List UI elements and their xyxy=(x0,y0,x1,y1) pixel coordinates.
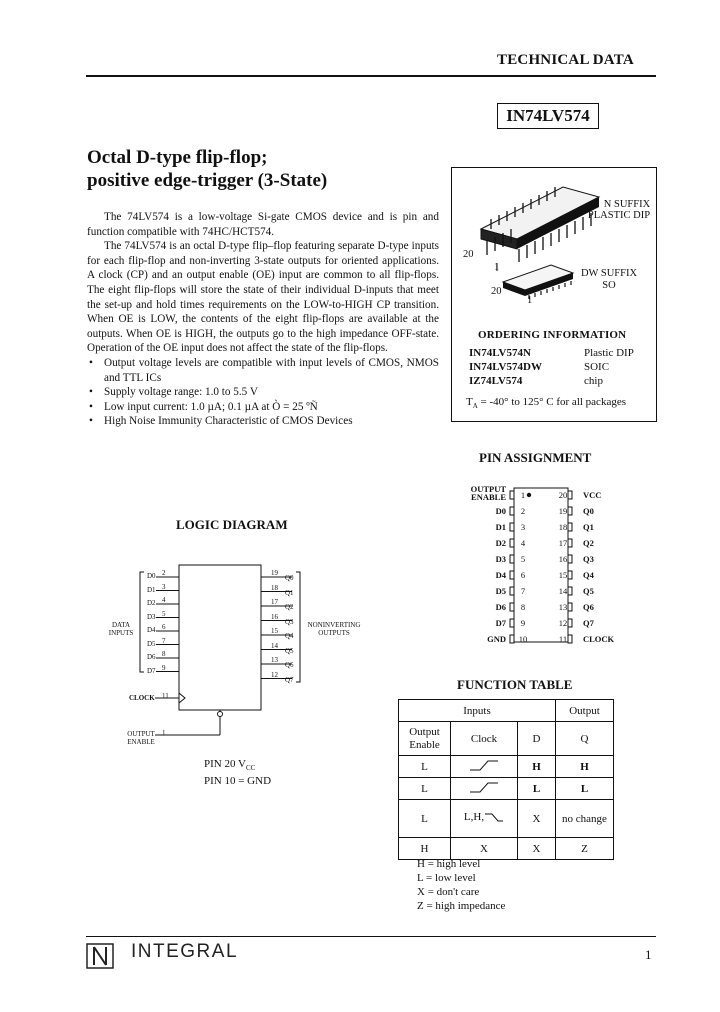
oe-label-1: OUTPUT xyxy=(127,730,155,738)
logic-output-pin: 14 xyxy=(271,641,278,650)
logic-input-label: D7 xyxy=(147,666,156,675)
logic-diagram xyxy=(120,560,380,755)
clock-levels-text: L,H, xyxy=(463,811,485,823)
pin-right-label: Q1 xyxy=(583,522,594,532)
description-text xyxy=(87,210,439,429)
cell-clock xyxy=(451,800,518,838)
function-table-row xyxy=(399,778,614,800)
feature-item: • High Noise Immunity Characteristic of CMOS Devices xyxy=(87,414,439,429)
col-d: D xyxy=(518,722,556,756)
pin-right-label: Q2 xyxy=(583,538,594,548)
temp-symbol: T xyxy=(466,396,473,408)
logic-input-label: D2 xyxy=(147,599,156,607)
logic-input-pin: 6 xyxy=(162,623,166,631)
logic-input-label: D5 xyxy=(147,639,156,648)
logic-output-pin: 19 xyxy=(271,569,278,577)
title-line-1: Octal D-type flip-flop; xyxy=(87,147,268,168)
logic-output-pin: 15 xyxy=(271,627,278,635)
pin-right-number: 19 xyxy=(558,506,568,516)
pin-left-label: OUTPUT ENABLE xyxy=(470,484,506,502)
order-package-3: chip xyxy=(584,375,603,387)
falling-edge-icon xyxy=(484,811,504,823)
pin20-note xyxy=(204,758,271,775)
dw-type-label: SO xyxy=(602,280,616,291)
col-clock: Clock xyxy=(451,722,518,756)
clock-pin: 11 xyxy=(162,692,169,700)
logic-input-pin: 2 xyxy=(162,569,166,577)
pin-right-number: 11 xyxy=(558,634,568,644)
rising-edge-icon xyxy=(469,781,499,793)
dw-suffix-label: DW SUFFIX xyxy=(580,268,638,279)
cell-oe: L xyxy=(399,800,451,838)
flip-flop-block xyxy=(179,565,261,710)
logic-output-label: Q3 xyxy=(285,617,294,626)
header-rule xyxy=(86,75,656,77)
pin-left-label: D5 xyxy=(495,586,506,596)
feature-item: • Supply voltage range: 1.0 to 5.5 V xyxy=(87,385,439,400)
inputs-label: INPUTS xyxy=(108,629,134,637)
logic-input-pin: 8 xyxy=(162,650,166,658)
cell-clock: X xyxy=(451,838,518,860)
page-number: 1 xyxy=(645,947,652,962)
feature-item: • Low input current: 1.0 µA; 0.1 µA at Ò = 25 ºÑ xyxy=(87,400,439,415)
logic-output-pin: 18 xyxy=(271,583,278,592)
function-table-row xyxy=(399,756,614,778)
pin-left-label: GND xyxy=(487,634,506,644)
data-inputs-brace xyxy=(140,572,144,672)
function-table-title: FUNCTION TABLE xyxy=(457,677,573,692)
order-package-2: SOIC xyxy=(584,361,610,373)
outputs-label xyxy=(304,621,364,637)
pin-left-number: 7 xyxy=(520,586,526,596)
pin-left-number: 9 xyxy=(520,618,526,628)
dip-pin20-label: 20 xyxy=(463,249,474,260)
data-inputs-label xyxy=(106,621,136,637)
soic-package-icon xyxy=(503,265,573,299)
pin-left-label: D2 xyxy=(495,538,506,548)
soic-pin20-label: 20 xyxy=(491,286,502,297)
function-table-row xyxy=(399,800,614,838)
pin-right-number: 15 xyxy=(558,570,568,580)
cell-q: Z xyxy=(556,838,614,860)
pin-right-label: CLOCK xyxy=(583,634,615,644)
logic-input-pin: 7 xyxy=(162,636,166,645)
oe-inverter-bubble xyxy=(218,712,223,717)
cell-oe: L xyxy=(399,756,451,778)
cell-oe: L xyxy=(399,778,451,800)
part-number-box: IN74LV574 xyxy=(497,103,599,129)
noninverting-label: NONINVERTING xyxy=(307,621,361,629)
logic-input-pin: 4 xyxy=(162,596,166,604)
pin-right-label: Q4 xyxy=(583,570,594,580)
clock-label: CLOCK xyxy=(129,694,155,702)
logic-diagram-title: LOGIC DIAGRAM xyxy=(176,517,288,532)
n-type-label: PLASTIC DIP xyxy=(587,210,651,221)
temp-range-text: = -40° to 125° C for all packages xyxy=(477,396,626,408)
pin-right-number: 14 xyxy=(558,586,568,596)
rising-edge-icon xyxy=(469,759,499,771)
logic-output-pin: 17 xyxy=(271,598,278,606)
cell-q: L xyxy=(556,778,614,800)
logic-output-pin: 16 xyxy=(271,612,278,621)
pin-left-number: 1 xyxy=(520,490,526,500)
logic-input-label: D4 xyxy=(147,626,156,634)
pin-right-label: Q7 xyxy=(583,618,594,628)
order-part-3: IZ74LV574 xyxy=(469,375,523,387)
pin-right-number: 17 xyxy=(558,538,568,548)
legend-item: H = high level xyxy=(417,858,481,870)
logic-output-label: Q7 xyxy=(285,675,294,684)
function-table xyxy=(398,699,614,860)
pin-right-number: 20 xyxy=(558,490,568,500)
outputs-brace xyxy=(296,572,300,682)
pin-left-label: D6 xyxy=(495,602,506,612)
cell-clock xyxy=(451,778,518,800)
data-label: DATA xyxy=(111,621,131,629)
order-part-2: IN74LV574DW xyxy=(469,361,542,373)
pin10-note: PIN 10 = GND xyxy=(204,775,272,788)
output-header: Output xyxy=(556,700,614,722)
soic-pin1-label: 1 xyxy=(527,295,533,306)
dip-pin1-label: 1 xyxy=(494,262,500,273)
pin-right-label: VCC xyxy=(583,490,602,500)
cell-oe: H xyxy=(399,838,451,860)
pin-left-number: 4 xyxy=(520,538,526,548)
cell-d: L xyxy=(518,778,556,800)
pin-assignment-title: PIN ASSIGNMENT xyxy=(479,450,592,465)
page-title xyxy=(87,146,327,192)
paragraph-1: The 74LV574 is a low-voltage Si-gate CMOS device and is pin and function compatible with 74HC/HCT574. xyxy=(87,211,439,238)
paragraph-2: The 74LV574 is an octal D-type flip–flop featuring separate D-type inputs for each flip-flop and non-inverting 3-state outputs for oriented applications. A clock (CP) and an output enable (OE) input are common to all flip-flops. The eight flip-flops will store the state of their individual D-inputs that meet the set-up and hold times requirements on the LOW-to-HIGH CP transition. When OE is LOW, the contents of the eight flip-flops are available at the outputs. When OE is HIGH, the outputs go to the high impedance OFF-state. Operation of the OE input does not affect the state of the flip-flops. xyxy=(87,240,439,355)
power-pins-note xyxy=(204,758,271,788)
legend-item: Z = high impedance xyxy=(417,900,506,912)
vcc-subscript: CC xyxy=(245,764,256,773)
logic-input-label: D1 xyxy=(147,585,156,594)
pin-left-label: D0 xyxy=(495,506,506,516)
logic-input-pin: 5 xyxy=(162,609,166,618)
legend-item: L = low level xyxy=(417,872,476,884)
cell-q: H xyxy=(556,756,614,778)
pin-right-number: 13 xyxy=(558,602,568,612)
footer-rule xyxy=(86,936,656,937)
title-line-2: positive edge-trigger (3-State) xyxy=(87,170,328,191)
pin20-text: PIN 20 V xyxy=(204,758,246,770)
dip-package-icon xyxy=(481,187,599,271)
pin-left-number: 3 xyxy=(520,522,526,532)
col-output-enable: Output Enable xyxy=(399,722,451,756)
pin-right-label: Q5 xyxy=(583,586,594,596)
cell-clock xyxy=(451,756,518,778)
logic-output-label: Q1 xyxy=(285,588,294,597)
cell-d: H xyxy=(518,756,556,778)
oe-label xyxy=(125,730,157,746)
cell-q: no change xyxy=(556,800,614,838)
pin-left-label: D4 xyxy=(495,570,506,580)
logic-input-pin: 9 xyxy=(162,663,166,672)
logic-output-label: Q0 xyxy=(285,574,294,582)
col-q: Q xyxy=(556,722,614,756)
oe-pin: 1 xyxy=(162,729,166,737)
pin-left-number: 5 xyxy=(520,554,526,564)
pin-right-number: 12 xyxy=(558,618,568,628)
pin-right-label: Q3 xyxy=(583,554,594,564)
function-table-legend xyxy=(417,857,505,913)
pin-right-label: Q6 xyxy=(583,602,594,612)
pin-right-number: 16 xyxy=(558,554,568,564)
inputs-header: Inputs xyxy=(399,700,556,722)
feature-list xyxy=(87,356,439,429)
package-drawings xyxy=(451,167,657,327)
logic-input-label: D6 xyxy=(147,653,156,661)
order-part-1: IN74LV574N xyxy=(469,347,531,359)
logic-output-label: Q6 xyxy=(285,661,294,669)
pin-left-label: D3 xyxy=(495,554,506,564)
temperature-range xyxy=(466,396,626,410)
integral-logo-icon xyxy=(86,943,114,969)
oe-label-2: ENABLE xyxy=(127,738,155,746)
pin-right-label: Q0 xyxy=(583,506,594,516)
pin-left-number: 10 xyxy=(518,634,528,644)
pin-left-number: 6 xyxy=(520,570,526,580)
pin-left-label: D7 xyxy=(495,618,506,628)
cell-d: X xyxy=(518,800,556,838)
legend-item: X = don't care xyxy=(417,886,480,898)
company-name: INTEGRAL xyxy=(131,941,239,962)
technical-data-header: TECHNICAL DATA xyxy=(497,52,634,68)
pin-left-number: 8 xyxy=(520,602,526,612)
logic-input-label: D0 xyxy=(147,572,156,580)
logic-output-pin: 13 xyxy=(271,656,278,664)
pin-right-number: 18 xyxy=(558,522,568,532)
pin-left-number: 2 xyxy=(520,506,526,516)
cell-d: X xyxy=(518,838,556,860)
n-suffix: N SUFFIX xyxy=(603,199,651,210)
order-package-1: Plastic DIP xyxy=(584,347,634,359)
feature-item: • Output voltage levels are compatible with input levels of CMOS, NMOS and TTL ICs xyxy=(87,356,439,385)
ordering-info-title: ORDERING INFORMATION xyxy=(478,329,627,341)
outputs-word-label: OUTPUTS xyxy=(318,629,350,637)
logic-input-label: D3 xyxy=(147,612,156,621)
logic-output-label: Q5 xyxy=(285,646,294,655)
logic-output-label: Q2 xyxy=(285,603,294,611)
logic-output-label: Q4 xyxy=(285,632,294,640)
logic-input-pin: 3 xyxy=(162,582,166,591)
logic-output-pin: 12 xyxy=(271,670,278,679)
temp-subscript: A xyxy=(472,402,478,411)
pin-left-label: D1 xyxy=(495,522,506,532)
